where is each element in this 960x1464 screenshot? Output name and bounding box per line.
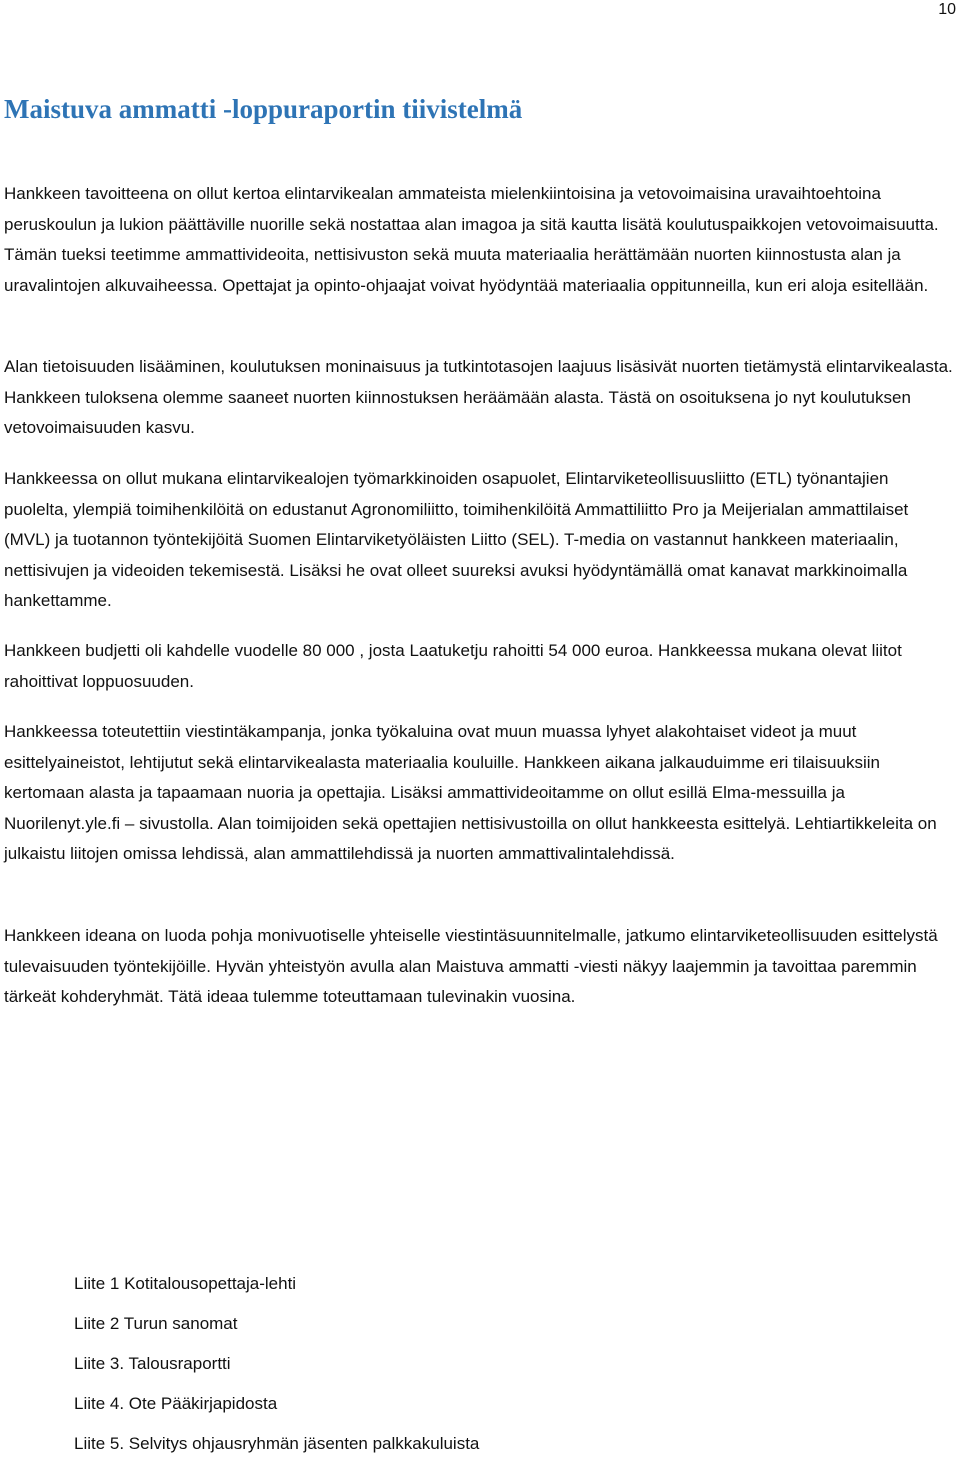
- paragraph-partners: Hankkeessa on ollut mukana elintarvikealojen työmarkkinoiden osapuolet, Elintarviketeollisuusliitto (ETL) työnantajien puolelta, ylempiä toimihenkilöitä on edustanut Agronomiliitto, toimihenkilöitä Ammattiliitto Pro ja Meijerialan ammattilaiset (MVL) ja tuotannon työntekijöitä Suomen Elintarviketyöläisten Liitto (SEL). T-media on vastannut hankkeen materiaalin, nettisivujen ja videoiden tekemisestä. Lisäksi he ovat olleet suureksi avuksi hyödyntämällä omat kanavat markkinoimalla hankettamme.: [4, 469, 909, 610]
- appendix-list: [74, 1264, 479, 1464]
- appendix-item: Liite 4. Ote Pääkirjapidosta: [74, 1394, 278, 1413]
- paragraph-awareness: Alan tietoisuuden lisääminen, koulutuksen moninaisuus ja tutkintotasojen laajuus lisäsivät nuorten tietämystä elintarvikealasta. Hankkeen tuloksena olemme saaneet nuorten kiinnostuksen heräämään alasta. Tästä on osoituksena jo nyt koulutuksen vetovoimaisuuden kasvu.: [4, 357, 953, 437]
- paragraph-campaign: Hankkeessa toteutettiin viestintäkampanja, jonka työkaluina ovat muun muassa lyhyet alakohtaiset videot ja muut esittelyaineistot, lehtijutut sekä elintarvikealasta materiaalia kouluille. Hankkeen aikana jalkauduimme eri tilaisuuksiin kertomaan alasta ja tapaamaan nuoria ja opettajia. Lisäksi ammattivideoitamme on ollut esillä Elma-messuilla ja Nuorilenyt.yle.fi – sivustolla. Alan toimijoiden sekä opettajien nettisivustoilla on ollut hankkeesta esittelyä. Lehtiartikkeleita on julkaistu liitojen omissa lehdissä, alan ammattilehdissä ja nuorten ammattivalintalehdissä.: [4, 722, 937, 863]
- document-title: Maistuva ammatti -loppuraportin tiivistelmä: [4, 94, 523, 124]
- appendix-item: Liite 5. Selvitys ohjausryhmän jäsenten palkkakuluista: [74, 1434, 480, 1453]
- appendix-item: Liite 1 Kotitalousopettaja-lehti: [74, 1274, 297, 1293]
- appendix-item: Liite 2 Turun sanomat: [74, 1314, 238, 1333]
- paragraph-idea: Hankkeen ideana on luoda pohja monivuotiselle yhteiselle viestintäsuunnitelmalle, jatkumo elintarviketeollisuuden esittelystä tulevaisuuden työntekijöille. Hyvän yhteistyön avulla alan Maistuva ammatti -viesti näkyy laajemmin ja tavoittaa paremmin tärkeät kohderyhmät. Tätä ideaa tulemme toteuttamaan tulevinakin vuosina.: [4, 926, 938, 1006]
- page-number: 10: [938, 1, 956, 18]
- appendix-item: Liite 3. Talousraportti: [74, 1354, 231, 1373]
- paragraph-budget: Hankkeen budjetti oli kahdelle vuodelle 80 000 , josta Laatuketju rahoitti 54 000 euroa. Hankkeessa mukana olevat liitot rahoittivat loppuosuuden.: [4, 641, 902, 691]
- paragraph-goals: Hankkeen tavoitteena on ollut kertoa elintarvikealan ammateista mielenkiintoisina ja vetovoimaisina uravaihtoehtoina peruskoulun ja lukion päättäville nuorille sekä nostattaa alan imagoa ja sitä kautta lisätä koulutuspaikkojen vetovoimaisuutta. Tämän tueksi teetimme ammattivideoita, nettisivuston sekä muuta materiaalia herättämään nuorten kiinnostusta alan ja uravalintojen alkuvaiheessa. Opettajat ja opinto-ohjaajat voivat hyödyntää materiaalia oppitunneilla, kun eri aloja esitellään.: [4, 184, 939, 295]
